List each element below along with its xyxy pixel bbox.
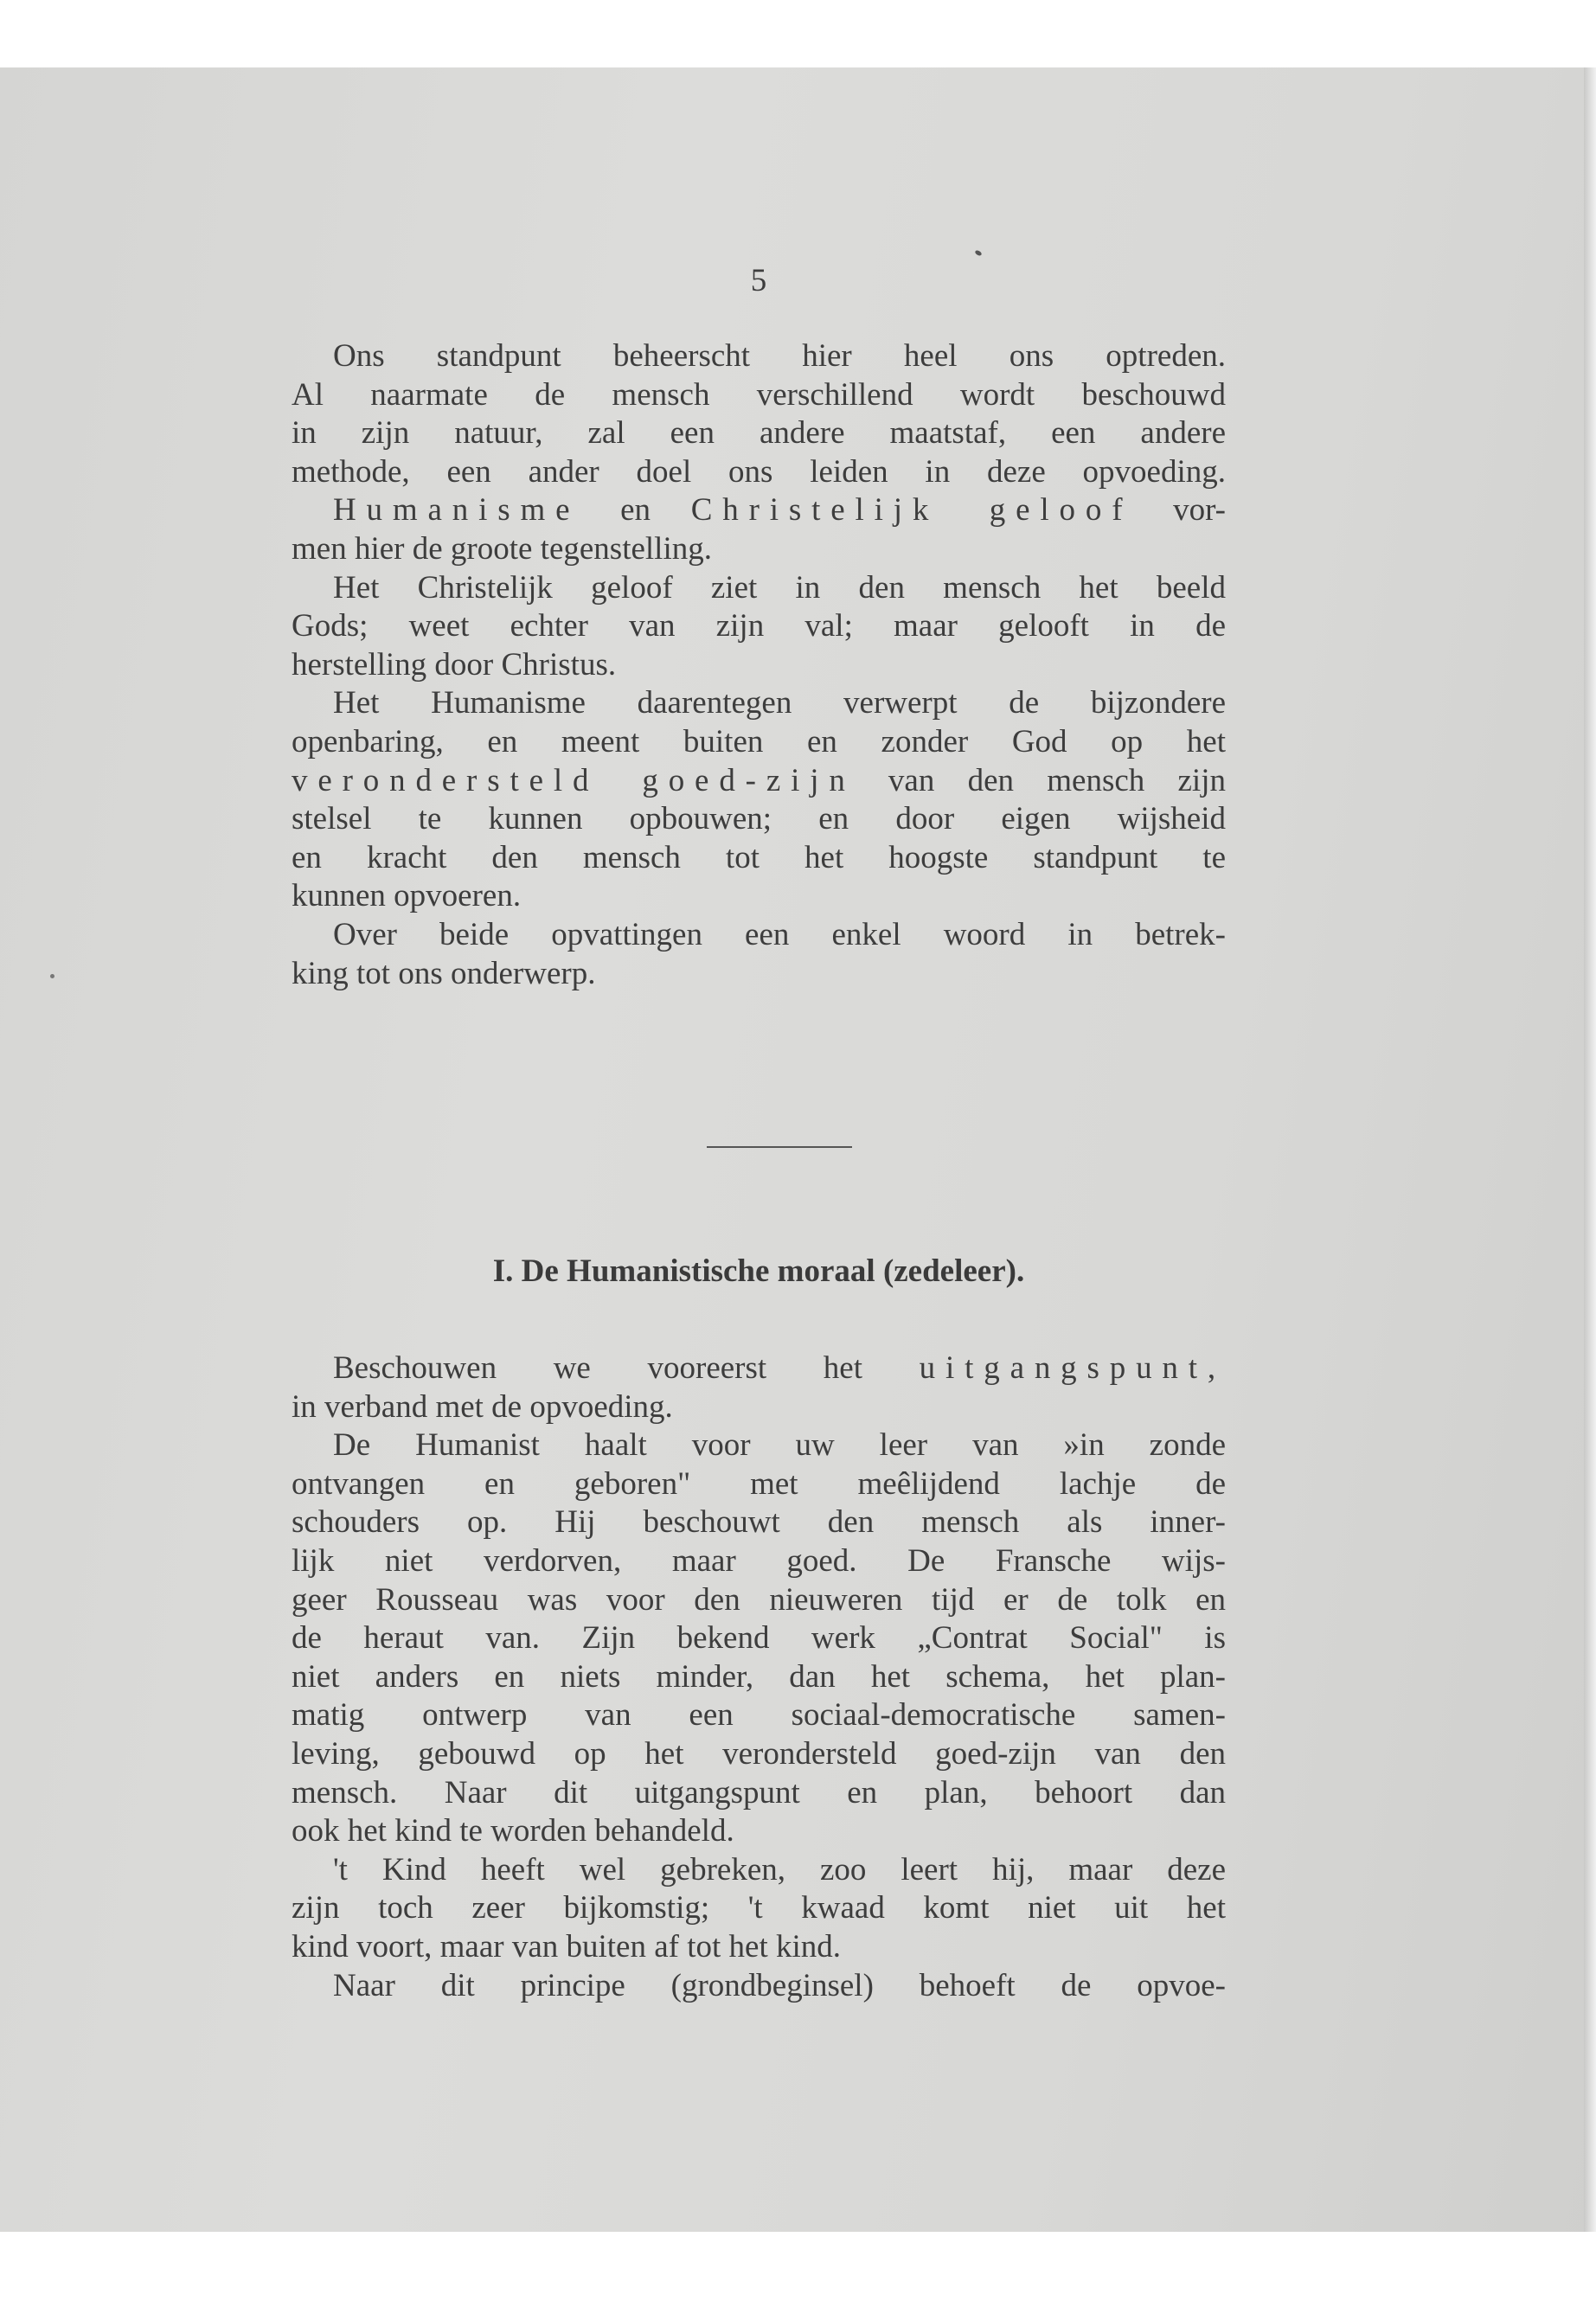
section-paragraphs bbox=[292, 1349, 1226, 2005]
emphasis-christelijk-geloof: Christelijk geloof bbox=[690, 492, 1133, 529]
text-line: Al naarmate de mensch verschillend wordt beschouwd bbox=[292, 376, 1226, 413]
text-line: Humanisme en Christelijk geloof vor- bbox=[333, 492, 1226, 529]
intro-paragraphs bbox=[292, 337, 1226, 993]
text-line: Het Humanisme daarentegen verwerpt de bijzondere bbox=[333, 685, 1226, 721]
text-line: men hier de groote tegenstelling. bbox=[292, 530, 712, 567]
ink-speck bbox=[50, 974, 54, 978]
text-line: leving, gebouwd op het verondersteld goed-zijn van den bbox=[292, 1735, 1226, 1772]
text-line: ook het kind te worden behandeld. bbox=[292, 1813, 734, 1849]
text-line: de heraut van. Zijn bekend werk „Contrat Social" is bbox=[292, 1620, 1226, 1657]
emphasis-uitgangspunt: uitgangspunt, bbox=[919, 1350, 1226, 1386]
text-line: Gods; weet echter van zijn val; maar gelooft in de bbox=[292, 608, 1226, 644]
section-divider bbox=[707, 1146, 852, 1148]
emphasis-verondersteld: verondersteld goed-zijn bbox=[292, 762, 856, 798]
ink-speck bbox=[974, 249, 982, 256]
emphasis-humanisme: Humanisme bbox=[333, 492, 580, 529]
text-line: herstelling door Christus. bbox=[292, 646, 617, 683]
text-line: schouders op. Hij beschouwt den mensch als inner- bbox=[292, 1504, 1226, 1541]
text-line: mensch. Naar dit uitgangspunt en plan, behoort dan bbox=[292, 1774, 1226, 1811]
text-line: De Humanist haalt voor uw leer van »in zonde bbox=[333, 1427, 1226, 1464]
text-line: 't Kind heeft wel gebreken, zoo leert hij, maar deze bbox=[333, 1851, 1226, 1888]
text-line: methode, een ander doel ons leiden in deze opvoeding. bbox=[292, 453, 1226, 490]
text-line: in verband met de opvoeding. bbox=[292, 1388, 673, 1425]
text-line: en kracht den mensch tot het hoogste standpunt te bbox=[292, 839, 1226, 875]
scanned-page bbox=[0, 67, 1596, 2232]
text-line: Ons standpunt beheerscht hier heel ons optreden. bbox=[333, 338, 1226, 374]
text-line: kunnen opvoeren. bbox=[292, 878, 522, 914]
page-number: 5 bbox=[750, 263, 767, 298]
text-line: geer Rousseau was voor den nieuweren tijd er de tolk en bbox=[292, 1581, 1226, 1618]
text-line: verondersteld goed-zijn van den mensch zijn bbox=[292, 762, 1226, 798]
text-line: stelsel te kunnen opbouwen; en door eigen wijsheid bbox=[292, 801, 1226, 837]
text-line: king tot ons onderwerp. bbox=[292, 955, 596, 991]
text-line: Naar dit principe (grondbeginsel) behoeft de opvoe- bbox=[333, 1967, 1226, 2003]
text-line: matig ontwerp van een sociaal-democratische samen- bbox=[292, 1697, 1226, 1734]
text-line: lijk niet verdorven, maar goed. De Fransche wijs- bbox=[292, 1542, 1226, 1579]
text-line: in zijn natuur, zal een andere maatstaf, een andere bbox=[292, 415, 1226, 452]
section-heading: I. De Humanistische moraal (zedeleer). bbox=[492, 1253, 1025, 1289]
page-edge bbox=[1584, 67, 1596, 2232]
text-line: Het Christelijk geloof ziet in den mensch het beeld bbox=[333, 569, 1226, 606]
text-line: kind voort, maar van buiten af tot het kind. bbox=[292, 1928, 842, 1965]
text-line: niet anders en niets minder, dan het schema, het plan- bbox=[292, 1658, 1226, 1695]
text-line: Beschouwen we vooreerst het uitgangspunt, bbox=[333, 1350, 1226, 1386]
text-line: openbaring, en meent buiten en zonder God op het bbox=[292, 723, 1226, 760]
text-line: Over beide opvattingen een enkel woord in betrek- bbox=[333, 916, 1226, 952]
text-line: ontvangen en geboren" met meêlijdend lachje de bbox=[292, 1465, 1226, 1502]
text-line: zijn toch zeer bijkomstig; 't kwaad komt niet uit het bbox=[292, 1890, 1226, 1926]
